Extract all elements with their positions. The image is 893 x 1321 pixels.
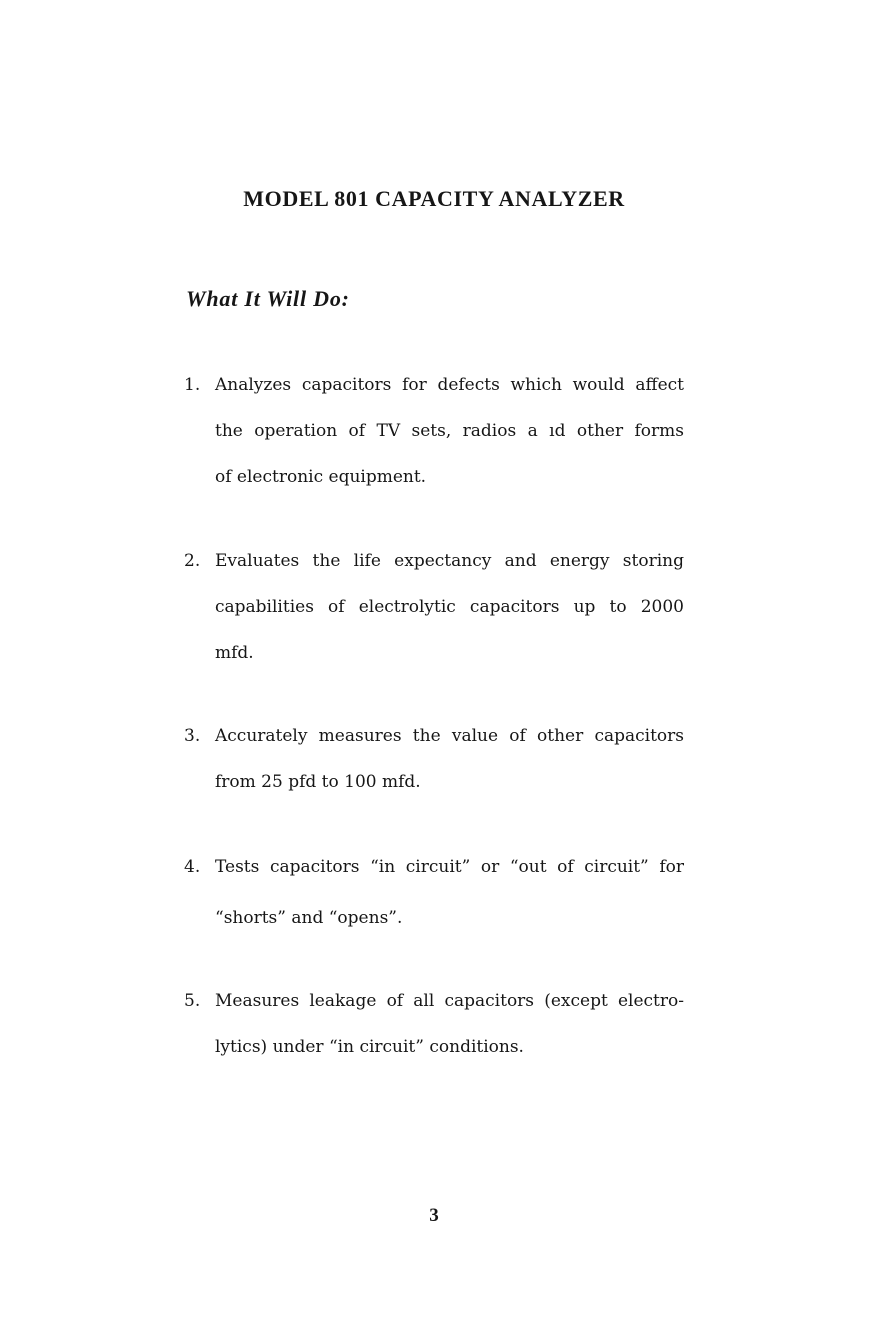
list-item-number: 5. [184,991,201,1011]
list-item-line: Accurately measures the value of other capacitors [215,726,684,746]
document-title: MODEL 801 CAPACITY ANALYZER [243,186,625,211]
list-item [184,362,684,500]
list-item-line: from 25 pfd to 100 mfd. [215,772,421,792]
list-item-number: 4. [184,857,201,877]
list-item-line: the operation of TV sets, radios a ıd other forms [215,421,684,441]
page-number: 3 [429,1205,439,1226]
list-item [184,713,684,805]
list-item-line: lytics) under “in circuit” conditions. [215,1037,524,1057]
list-item-line: Evaluates the life expectancy and energy storing [215,551,684,571]
list-item-line: mfd. [215,643,254,663]
list-item [184,538,684,676]
list-item-line: of electronic equipment. [215,467,427,487]
list-item-line: Analyzes capacitors for defects which would affect [215,375,684,395]
list-item-number: 2. [184,551,201,571]
list-item [184,978,684,1070]
list-item-line: Measures leakage of all capacitors (except electro- [215,991,684,1011]
list-item-number: 3. [184,726,201,746]
section-heading: What It Will Do: [186,286,350,311]
list-item [184,844,684,941]
list-item-line: capabilities of electrolytic capacitors up to 2000 [215,597,684,617]
list-item-line: Tests capacitors “in circuit” or “out of circuit” for [215,857,684,877]
list-item-line: “shorts” and “opens”. [215,908,403,928]
list-item-number: 1. [184,375,201,395]
